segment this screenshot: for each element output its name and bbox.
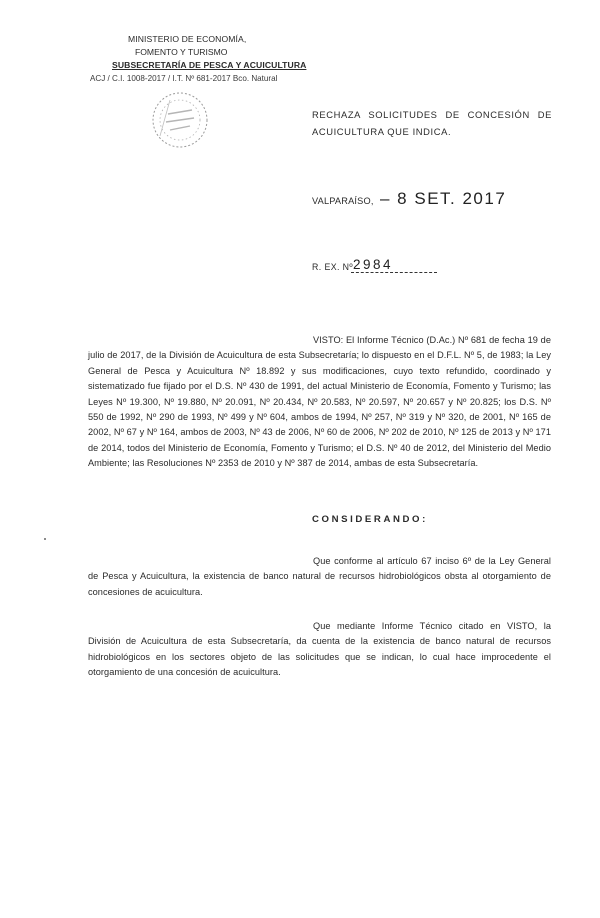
- subsecretaria-name: SUBSECRETARÍA DE PESCA Y ACUICULTURA: [112, 60, 307, 70]
- ministry-name-line1: MINISTERIO DE ECONOMÍA,: [128, 34, 247, 44]
- visto-paragraph: VISTO: El Informe Técnico (D.Ac.) Nº 681 de fecha 19 de julio de 2017, de la División de Acuicultura de esta Subsecretaría; lo dispuesto en el D.F.L. Nº 5, de 1983; la Ley General de Pesca y Acuicultura Nº 18.892 y sus modificaciones, cuyo texto refundido, coordinado y sistematizado fue fijado por el D.S. Nº 430 de 1991, del actual Ministerio de Economía, Fomento y Turismo; las Leyes Nº 19.300, Nº 19.880, Nº 20.091, Nº 20.434, Nº 20.583, Nº 20.597, Nº 20.657 y Nº 20.825; los D.S. Nº 550 de 1992, Nº 290 de 1993, Nº 499 y Nº 604, ambos de 1994, Nº 257, Nº 319 y Nº 320, de 2001, Nº 165 de 2002, Nº 67 y Nº 164, ambos de 2003, Nº 43 de 2006, Nº 60 de 2006, Nº 202 de 2010, Nº 125 de 2013 y Nº 171 de 2014, todos del Ministerio de Economía, Fomento y Turismo; el D.S. Nº 40 de 2012, del Ministerio del Medio Ambiente; las Resoluciones Nº 2353 de 2010 y Nº 387 de 2014, ambas de esta Subsecretaría.: [88, 335, 551, 469]
- considerando-paragraph-2: Que mediante Informe Técnico citado en VISTO, la División de Acuicultura de esta Subsecretaría, da cuenta de la existencia de banco natural de recursos hidrobiológicos en los sectores objeto de las solicitudes que se indican, lo cual hace improcedente el otorgamiento de una concesión de acuicultura.: [88, 621, 551, 678]
- reference-code: ACJ / C.I. 1008-2017 / I.T. Nº 681-2017 Bco. Natural: [90, 74, 278, 83]
- letterhead: [84, 33, 314, 85]
- scan-speck: [44, 538, 46, 540]
- seal-stamp-icon: [148, 88, 212, 152]
- ministry-name-line2: FOMENTO Y TURISMO: [135, 47, 228, 57]
- resolution-number: 2984: [351, 258, 437, 273]
- date-stamp: – 8 SET. 2017: [380, 189, 507, 208]
- resolution-label: R. EX. Nº: [312, 262, 354, 272]
- considerando-paragraph-1: Que conforme al artículo 67 inciso 6º de la Ley General de Pesca y Acuicultura, la existencia de banco natural de recursos hidrobiológicos obsta al otorgamiento de concesiones de acuicultura.: [88, 556, 551, 597]
- resolution-subject: RECHAZA SOLICITUDES DE CONCESIÓN DE ACUICULTURA QUE INDICA.: [312, 109, 552, 137]
- place-label: VALPARAÍSO,: [312, 196, 374, 206]
- considerando-heading: CONSIDERANDO:: [312, 514, 428, 525]
